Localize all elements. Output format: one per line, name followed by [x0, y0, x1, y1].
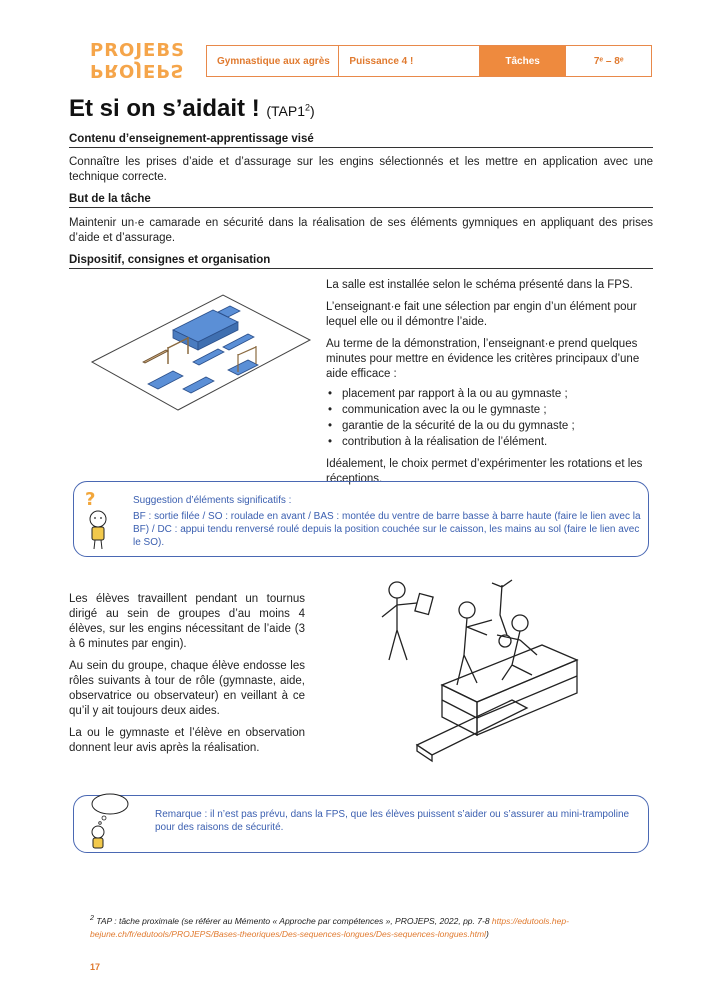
list-item: • placement par rapport à la ou au gymnaste ;: [326, 387, 653, 402]
dispositif-p2: L’enseignant·e fait une sélection par engin d’un élément pour lequel elle ou il démontre l’aide.: [326, 301, 637, 328]
section-text-but: Maintenir un·e camarade en sécurité dans la réalisation de ses éléments gymniques en appliquant des prises d’aide et d’assurage.: [69, 217, 653, 244]
tournus-p3: La ou le gymnaste et l’élève en observation donnent leur avis après la réalisation.: [69, 727, 305, 754]
tournus-text-block: [69, 592, 305, 756]
list-item: • communication avec la ou le gymnaste ;: [326, 403, 653, 418]
dispositif-p4: Idéalement, le choix permet d’expérimenter les rotations et les réceptions.: [326, 458, 643, 485]
dispositif-text-block: [326, 278, 653, 487]
footnote-ref[interactable]: 2: [305, 102, 311, 113]
section-heading-but: But de la tâche: [69, 193, 653, 208]
list-item: • contribution à la réalisation de l’élément.: [326, 435, 653, 450]
students-helping-illustration: [372, 575, 582, 775]
criteria-list: [326, 387, 653, 450]
page-title: [69, 95, 315, 123]
footnote-text: TAP : tâche proximale (se référer au Mémento « Approche par compétences », PROJEPS, 2022, pp. 7-8: [93, 915, 492, 926]
dispositif-p3: Au terme de la démonstration, l’enseignant·e prend quelques minutes pour mettre en évidence les critères principaux d’une aide efficace :: [326, 338, 640, 380]
header-navbar: [206, 45, 652, 77]
logo-top-text: PROJEBS: [90, 40, 186, 61]
suggestion-title: Suggestion d’éléments significatifs :: [133, 495, 292, 506]
section-heading-dispositif: Dispositif, consignes et organisation: [69, 254, 653, 269]
projeps-logo: [90, 41, 190, 81]
section-heading-contenu: Contenu d’enseignement-apprentissage visé: [69, 133, 653, 148]
tab-level[interactable]: 7ᵉ – 8ᵉ: [593, 55, 624, 67]
footnote-number: 2: [90, 914, 94, 922]
footnote-link[interactable]: https://edutools.hep-bejune.ch/fr/edutools/PROJEPS/Bases-theoriques/Des-sequences-longues/Des-sequences-longues.html: [90, 915, 569, 939]
tournus-p2: Au sein du groupe, chaque élève endosse les rôles suivants à tour de rôle (gymnaste, aide, observatrice ou observateur) en veillant à ce qu’il y ait toujours deux aides.: [69, 660, 305, 717]
tab-discipline[interactable]: Gymnastique aux agrès: [207, 46, 339, 76]
dispositif-p1: La salle est installée selon le schéma présenté dans la FPS.: [326, 279, 633, 291]
section-text-contenu: Connaître les prises d’aide et d’assurage sur les engins sélectionnés et les mettre en application avec une technique correcte.: [69, 156, 653, 183]
tab-taches[interactable]: Tâches: [480, 46, 567, 76]
title-main: Et si on s’aidait !: [69, 95, 267, 122]
logo-bottom-text: PROJEPS: [90, 60, 185, 81]
footnote: $^2$ TAP : tâche proximale (se référer au Mémento « Approche par compétences », PROJEPS, 2022, pp. 7-8 https://edutools.hep-bejune.ch/fr/edutools/PROJEPS/Bases-theoriques/Des-sequences-longues/Des-sequences-longues.html): [90, 914, 569, 939]
title-sub: $(TAP1^2)$: [266, 102, 315, 119]
svg-text:?: ?: [85, 489, 96, 510]
page-number: 17: [90, 962, 101, 972]
thinking-character-icon: [80, 790, 140, 852]
tab-sequence[interactable]: Puissance 4 !: [339, 46, 479, 76]
question-character-icon: [78, 489, 116, 555]
tournus-p1: Les élèves travaillent pendant un tournus dirigé au sein de groupes d’au moins 4 élèves, sur les engins nécessitant de l’aide (3 à 6 minutes par engin).: [69, 593, 305, 650]
suggestion-text: BF : sortie filée / SO : roulade en avant / BAS : montée du ventre de barre basse à barre haute (faire le lien avec la BF) / DC : appui tendu renversé roulé depuis la position couchée sur le caisson, les mains au sol (faire le lien avec le SO).: [133, 511, 641, 548]
gym-layout-illustration: [88, 292, 313, 417]
list-item: • garantie de la sécurité de la ou du gymnaste ;: [326, 419, 653, 434]
remark-text: Remarque : il n’est pas prévu, dans la FPS, que les élèves puissent s’aider ou s’assurer au mini-trampoline pour des raisons de sécurité.: [155, 809, 630, 833]
